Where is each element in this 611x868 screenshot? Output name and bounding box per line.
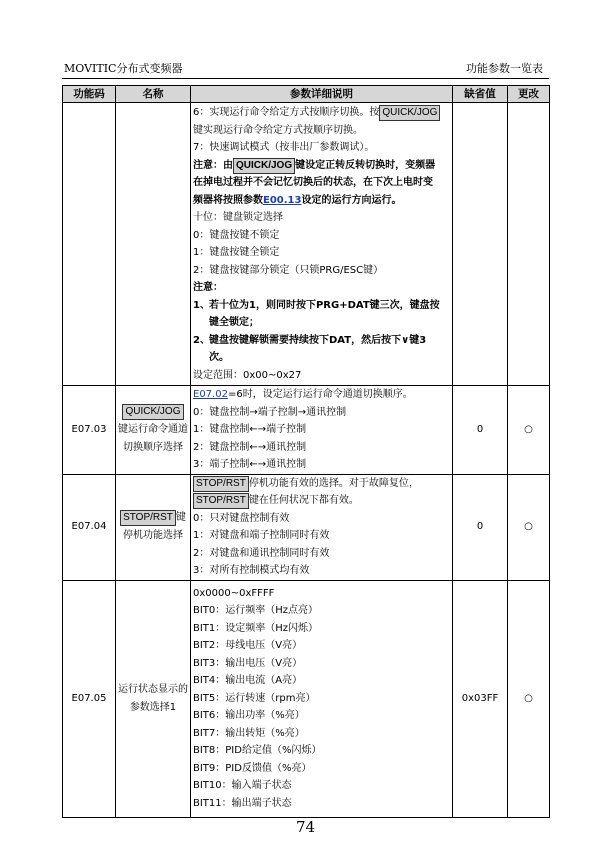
desc-line: BIT11：输出端子状态 bbox=[193, 797, 292, 809]
col-header-code: 功能码 bbox=[63, 86, 116, 103]
param-default: 0x03FF bbox=[453, 580, 508, 817]
table-row-e0705 bbox=[63, 580, 550, 817]
desc-text: 键在任何状况下都有效。 bbox=[248, 495, 359, 506]
quick-jog-key: QUICK/JOG bbox=[233, 158, 295, 174]
header-rule bbox=[62, 78, 549, 79]
param-default: 0 bbox=[453, 474, 508, 580]
desc-line bbox=[193, 475, 450, 493]
desc-line bbox=[193, 104, 450, 122]
stop-rst-key: STOP/RST bbox=[193, 476, 249, 492]
desc-line: BIT7：输出转矩（%亮） bbox=[193, 727, 305, 739]
cont-code-cell bbox=[63, 103, 116, 386]
table-row-continuation bbox=[63, 103, 550, 386]
desc-line bbox=[193, 386, 450, 404]
desc-line: BIT9：PID反馈值（%亮） bbox=[193, 762, 312, 774]
param-default: 0 bbox=[453, 386, 508, 475]
desc-numbered-line bbox=[193, 332, 450, 350]
param-code: E07.04 bbox=[63, 474, 116, 580]
cont-desc-cell bbox=[191, 103, 453, 386]
desc-line: BIT6：输出功率（%亮） bbox=[193, 710, 305, 722]
desc-note-line: 次。 bbox=[209, 352, 229, 363]
desc-text: 6：实现运行命令给定方式按顺序切换。按 bbox=[193, 107, 380, 118]
desc-line: 1：键盘按键全锁定 bbox=[193, 247, 280, 258]
desc-text: 若十位为1，则同时按下PRG+DAT键三次，键盘按 bbox=[209, 299, 440, 311]
param-code: E07.05 bbox=[63, 580, 116, 817]
desc-note-line: 在掉电过程并不会记忆切换后的状态，在下次上电时变 bbox=[193, 177, 433, 188]
param-change-mark: ○ bbox=[508, 386, 550, 475]
param-desc-cell bbox=[191, 580, 453, 817]
desc-note-line bbox=[193, 157, 450, 175]
table-row-e0704 bbox=[63, 474, 550, 580]
list-number: 1、 bbox=[193, 299, 210, 311]
param-link-e0013[interactable]: E00.13 bbox=[263, 194, 302, 206]
desc-text: 键盘按键解锁需要持续按下DAT，然后按下∨键3 bbox=[209, 334, 427, 346]
desc-line: 十位：键盘锁定选择 bbox=[193, 212, 283, 223]
col-header-change: 更改 bbox=[508, 86, 550, 103]
desc-line: BIT1：设定频率（Hz闪烁） bbox=[193, 622, 319, 634]
table-header-row bbox=[63, 86, 550, 103]
desc-text: 设定的运行方向运行。 bbox=[301, 194, 402, 206]
col-header-name: 名称 bbox=[116, 86, 191, 103]
desc-line: 7：快速调试模式（按非出厂参数调试）。 bbox=[193, 142, 375, 153]
param-name: 运行状态显示的参数选择1 bbox=[116, 580, 191, 817]
desc-line: BIT10：输入端子状态 bbox=[193, 780, 292, 792]
desc-line: 键实现运行命令给定方式按顺序切换。 bbox=[193, 124, 363, 136]
cont-change-cell bbox=[508, 103, 550, 386]
table-row-e0703 bbox=[63, 386, 550, 475]
param-link-e0702[interactable]: E07.02 bbox=[193, 389, 228, 400]
desc-line: 1：对键盘和端子控制同时有效 bbox=[193, 530, 330, 541]
desc-line: BIT3：输出电压（V亮） bbox=[193, 657, 303, 669]
param-name: 停机功能选择 bbox=[123, 530, 183, 541]
col-header-default: 缺省值 bbox=[453, 86, 508, 103]
param-name-suffix: 键 bbox=[175, 512, 186, 523]
desc-text: 注意：由 bbox=[193, 159, 233, 171]
desc-line: 0x0000~0xFFFF bbox=[193, 587, 275, 599]
desc-note-line: 键全锁定； bbox=[209, 317, 259, 328]
param-name-cell bbox=[116, 474, 191, 580]
stop-rst-key: STOP/RST bbox=[193, 493, 249, 509]
quick-jog-key: QUICK/JOG bbox=[379, 105, 440, 121]
desc-line bbox=[193, 492, 450, 510]
desc-line: 3：端子控制←→通讯控制 bbox=[193, 459, 307, 470]
cont-name-cell bbox=[116, 103, 191, 386]
list-number: 2、 bbox=[193, 334, 210, 346]
desc-note-line bbox=[193, 192, 450, 210]
desc-line: BIT4：输出电流（A亮） bbox=[193, 675, 303, 687]
stop-rst-key: STOP/RST bbox=[120, 510, 176, 526]
desc-line: 0：键盘按键不锁定 bbox=[193, 229, 280, 241]
desc-line: BIT8：PID给定值（%闪烁） bbox=[193, 745, 322, 757]
header-section: 功能参数一览表 bbox=[466, 62, 543, 75]
header-title: MOVITIC分布式变频器 bbox=[64, 62, 183, 75]
param-code: E07.03 bbox=[63, 386, 116, 475]
desc-text: 停机功能有效的选择。对于故障复位， bbox=[248, 477, 419, 489]
col-header-desc: 参数详细说明 bbox=[191, 86, 453, 103]
desc-line: BIT0：运行频率（Hz点亮） bbox=[193, 605, 319, 617]
cont-default-cell bbox=[453, 103, 508, 386]
quick-jog-key: QUICK/JOG bbox=[122, 404, 183, 420]
desc-numbered-line bbox=[193, 297, 450, 315]
param-name: 键运行命令通道切换顺序选择 bbox=[118, 423, 188, 453]
param-desc-cell bbox=[191, 474, 453, 580]
desc-line: 2：键盘控制←→通讯控制 bbox=[193, 441, 307, 453]
desc-text: 频器将按照参数 bbox=[193, 194, 263, 206]
desc-line: 0：只对键盘控制有效 bbox=[193, 512, 290, 524]
param-desc-cell bbox=[191, 386, 453, 475]
param-name-cell bbox=[116, 386, 191, 475]
desc-line: BIT2：母线电压（V亮） bbox=[193, 640, 303, 652]
desc-text: 键设定正转反转切换时，变频器 bbox=[295, 159, 436, 171]
desc-line: 1：键盘控制←→端子控制 bbox=[193, 424, 307, 435]
page-number: 74 bbox=[295, 818, 316, 836]
desc-text: =6时，设定运行运行命令通道切换顺序。 bbox=[227, 389, 413, 400]
param-change-mark: ○ bbox=[508, 580, 550, 817]
desc-note-line: 注意： bbox=[193, 282, 223, 293]
desc-line: 3：对所有控制模式均有效 bbox=[193, 565, 310, 576]
desc-line: 2：键盘按键部分锁定（只锁PRG/ESC键） bbox=[193, 264, 384, 276]
desc-line: BIT5：运行转速（rpm亮） bbox=[193, 692, 316, 704]
param-change-mark: ○ bbox=[508, 474, 550, 580]
desc-line: 设定范围：0x00~0x27 bbox=[193, 369, 302, 381]
desc-line: 2：对键盘和通讯控制同时有效 bbox=[193, 547, 330, 559]
parameter-table bbox=[62, 85, 550, 818]
desc-line: 0：键盘控制→端子控制→通讯控制 bbox=[193, 406, 347, 418]
